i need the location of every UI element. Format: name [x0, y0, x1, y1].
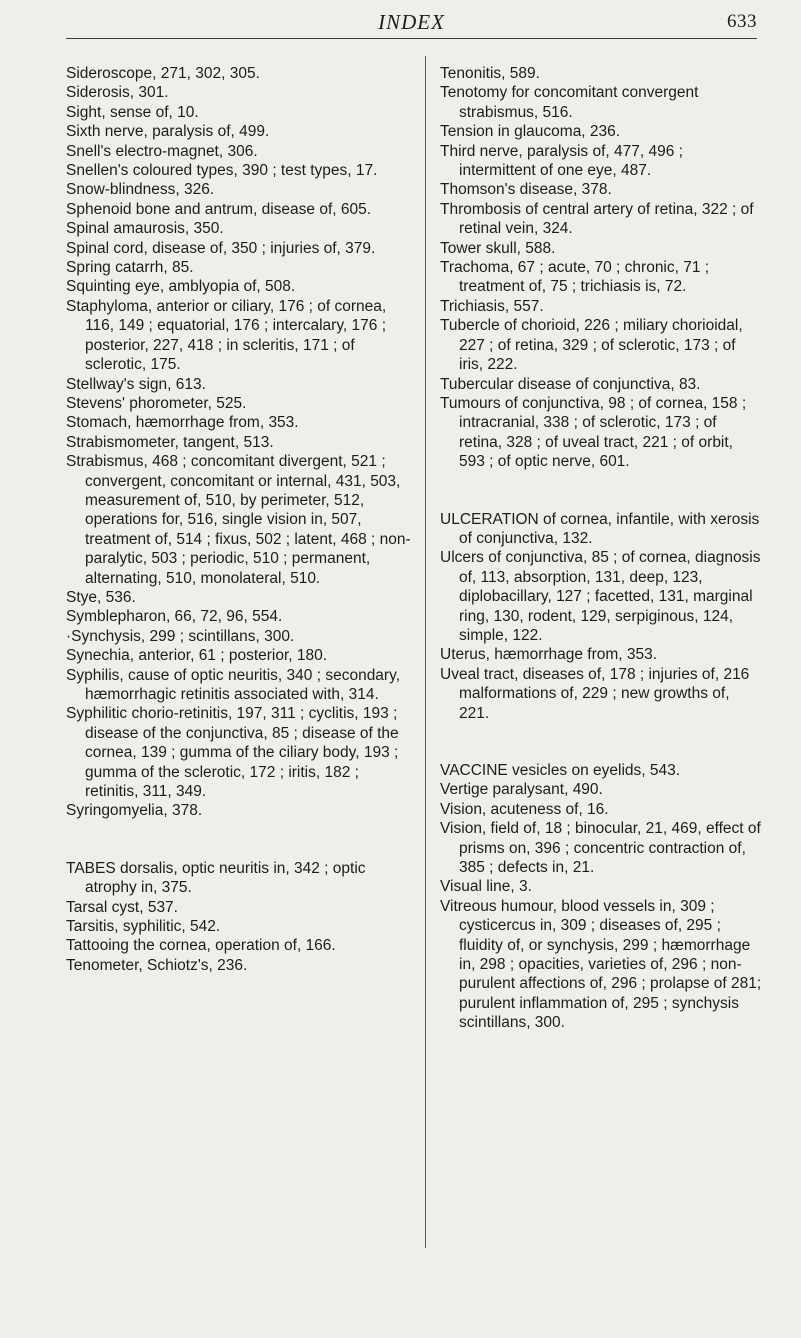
index-entry: Snell's electro-magnet, 306. [66, 142, 258, 160]
index-entry: Sixth nerve, paralysis of, 499. [66, 123, 270, 141]
index-entry: Visual line, 3. [440, 878, 532, 896]
index-entry: Thomson's disease, 378. [440, 181, 612, 199]
index-entry: Stellway's sign, 613. [66, 375, 206, 393]
index-entry: Uveal tract, diseases of, 178 ; injuries of, 216 malformations of, 229 ; new growths of, 221. [440, 665, 750, 722]
index-column-right [440, 64, 762, 1033]
index-entry: Tattooing the cornea, operation of, 166. [66, 937, 336, 955]
column-divider [425, 56, 426, 1248]
index-entry: Vision, field of, 18 ; binocular, 21, 469, effect of prisms on, 396 ; concentric contraction of, 385 ; defects in, 21. [440, 820, 761, 877]
index-entry: Siderosis, 301. [66, 84, 169, 102]
index-entry: Syphilitic chorio-retinitis, 197, 311 ; cyclitis, 193 ; disease of the conjunctiva, 85 ; disease of the cornea, 139 ; gumma of the ciliary body, 193 ; gumma of the sclerotic, 172 ; iritis, 182 ; retinitis, 311, 349. [66, 705, 399, 801]
index-entry: Ulcers of conjunctiva, 85 ; of cornea, diagnosis of, 113, absorption, 131, deep, 123, diplobacillary, 127 ; facetted, 131, marginal ring, 130, rodent, 129, serpiginous, 124, simple, 122. [440, 549, 761, 644]
index-entry: Tumours of conjunctiva, 98 ; of cornea, 158 ; intracranial, 338 ; of sclerotic, 173 ; of retina, 328 ; of uveal tract, 221 ; of orbit, 593 ; of optic nerve, 601. [440, 394, 747, 471]
index-entry: Trachoma, 67 ; acute, 70 ; chronic, 71 ; treatment of, 75 ; trichiasis is, 72. [440, 259, 710, 296]
index-entry: Sideroscope, 271, 302, 305. [66, 65, 260, 82]
page-header [66, 10, 757, 39]
index-entry: TABES dorsalis, optic neuritis in, 342 ; optic atrophy in, 375. [66, 859, 366, 897]
index-entry: Vision, acuteness of, 16. [440, 800, 609, 818]
index-entry: Tenotomy for concomitant convergent strabismus, 516. [440, 84, 699, 121]
page-title: INDEX [378, 10, 445, 34]
index-entry: Tenometer, Schiotz's, 236. [66, 956, 248, 974]
index-entry: Trichiasis, 557. [440, 297, 544, 315]
index-entry: Spinal cord, disease of, 350 ; injuries of, 379. [66, 239, 376, 257]
index-entry: Tenonitis, 589. [440, 65, 540, 82]
index-entry: Tubercular disease of conjunctiva, 83. [440, 375, 701, 393]
index-entry: Vertige paralysant, 490. [440, 781, 603, 799]
index-entry: ULCERATION of cornea, infantile, with xerosis of conjunctiva, 132. [440, 510, 760, 547]
page-number: 633 [727, 11, 757, 32]
index-entry: Stomach, hæmorrhage from, 353. [66, 414, 299, 432]
section-gap [66, 821, 412, 859]
index-entry: Sphenoid bone and antrum, disease of, 605. [66, 200, 372, 218]
index-entry: Thrombosis of central artery of retina, 322 ; of retinal vein, 324. [440, 200, 754, 238]
index-column-left [66, 64, 412, 975]
index-entry: Spinal amaurosis, 350. [66, 220, 224, 238]
index-entry: Synechia, anterior, 61 ; posterior, 180. [66, 647, 328, 665]
index-entry: Squinting eye, amblyopia of, 508. [66, 278, 296, 296]
index-entry: Staphyloma, anterior or ciliary, 176 ; of cornea, 116, 149 ; equatorial, 176 ; intercalary, 176 ; posterior, 227, 418 ; in scleritis, 171 ; of sclerotic, 175. [66, 297, 387, 374]
index-entry: Snow-blindness, 326. [66, 181, 215, 199]
section-gap [440, 472, 762, 510]
index-entry: Tension in glaucoma, 236. [440, 123, 621, 141]
index-entry: Sight, sense of, 10. [66, 103, 199, 121]
index-entry: Stevens' phorometer, 525. [66, 394, 247, 412]
index-entry: Syphilis, cause of optic neuritis, 340 ; secondary, hæmorrhagic retinitis associated with, 314. [66, 666, 400, 703]
index-entry: Syringomyelia, 378. [66, 802, 203, 820]
index-entry: Tarsitis, syphilitic, 542. [66, 918, 221, 936]
index-entry: Tower skull, 588. [440, 239, 556, 257]
section-gap [440, 723, 762, 761]
index-entry: Stye, 536. [66, 588, 136, 606]
index-entry: Strabismometer, tangent, 513. [66, 433, 274, 451]
index-entry: VACCINE vesicles on eyelids, 543. [440, 762, 681, 779]
index-entry: Tarsal cyst, 537. [66, 898, 178, 916]
index-entry: Snellen's coloured types, 390 ; test types, 17. [66, 162, 378, 180]
index-entry: Third nerve, paralysis of, 477, 496 ; intermittent of one eye, 487. [440, 142, 683, 180]
index-entry: Tubercle of chorioid, 226 ; miliary chorioidal, 227 ; of retina, 329 ; of sclerotic, 173 ; of iris, 222. [440, 317, 743, 374]
index-entry: Symblepharon, 66, 72, 96, 554. [66, 608, 283, 626]
index-entry: Spring catarrh, 85. [66, 259, 194, 277]
index-entry: ·Synchysis, 299 ; scintillans, 300. [66, 627, 295, 645]
index-entry: Uterus, hæmorrhage from, 353. [440, 646, 658, 664]
index-entry: Strabismus, 468 ; concomitant divergent, 521 ; convergent, concomitant or internal, 431, 503, measurement of, 510, by perimeter, 512, operations for, 516, single vision in, 507, treatment of, 514 ; fixus, 502 ; latent, 468 ; non-paralytic, 503 ; periodic, 510 ; permanent, alternating, 510, monolateral, 510. [66, 453, 411, 587]
index-entry: Vitreous humour, blood vessels in, 309 ; cysticercus in, 309 ; diseases of, 295 ; fluidity of, or synchysis, 299 ; hæmorrhage in, 298 ; opacities, varieties of, 296 ; non-purulent affections of, 296 ; prolapse of 281; purulent inflammation of, 295 ; synchysis scintillans, 300. [440, 897, 762, 1032]
